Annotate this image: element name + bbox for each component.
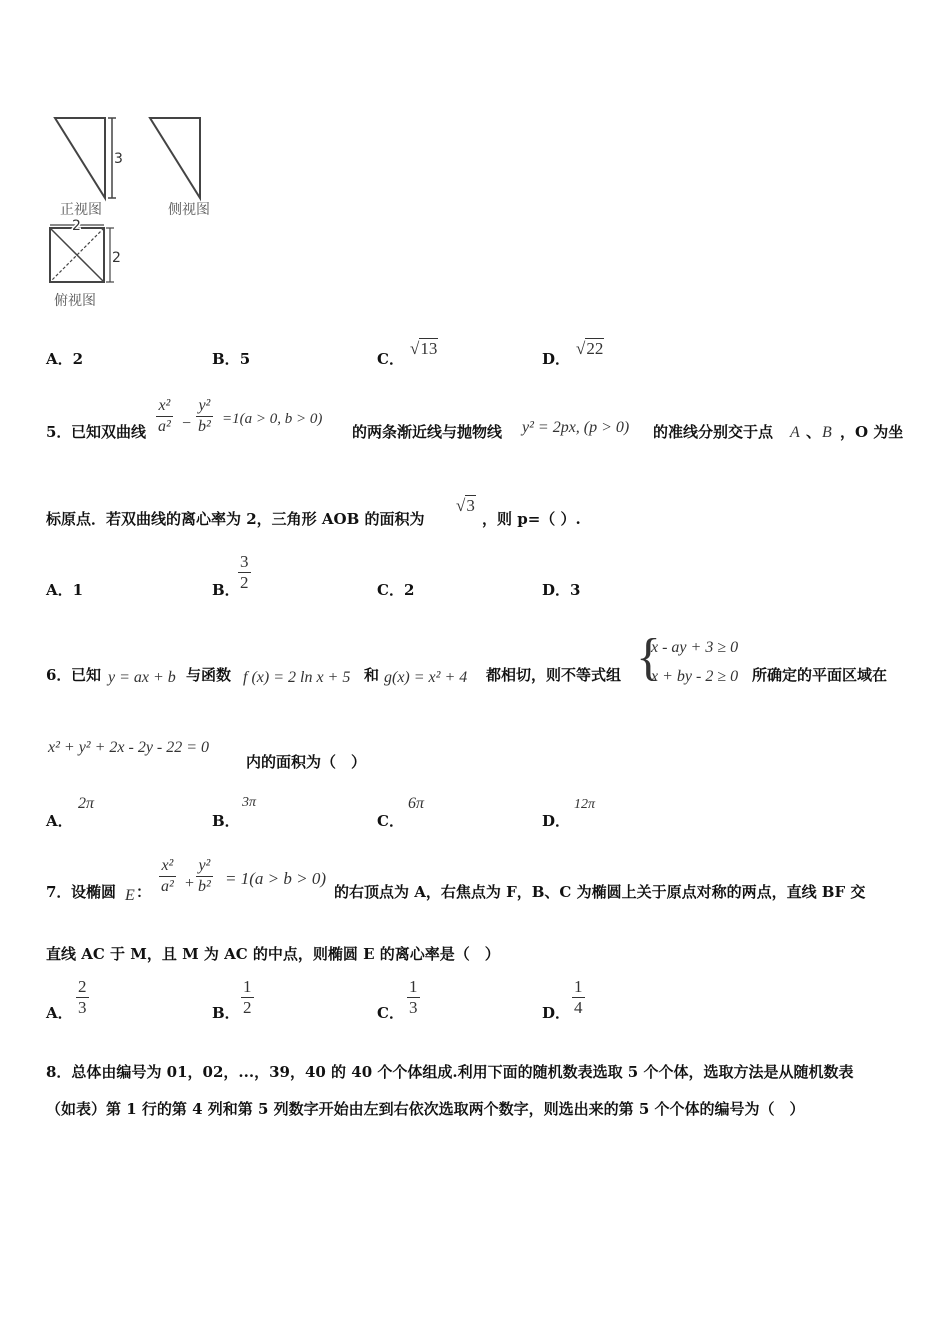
q6-text-5: 所确定的平面区域在 xyxy=(752,666,888,684)
q6-system-line-1: x - ay + 3 ≥ 0 xyxy=(651,639,739,656)
q7-plus: + xyxy=(185,875,195,892)
q6-system-brace: { xyxy=(636,629,661,686)
three-view-figure xyxy=(40,110,240,315)
q5-line-2b: ，则 p=（ ）. xyxy=(482,510,581,528)
q5-line-2a: 标原点．若双曲线的离心率为 2，三角形 AOB 的面积为 xyxy=(46,510,425,528)
q6-line-equation: y = ax + b xyxy=(108,669,176,686)
side-view-label: 侧视图 xyxy=(168,202,210,218)
q7-fraction-x: $\frac{\text{x²}}{\text{a²}}$ xyxy=(161,857,174,895)
q6-circle-equation: x² + y² + 2x - 2y - 22 = 0 xyxy=(48,739,210,756)
q5-area-value: √3 xyxy=(456,496,475,515)
q5-text-5: ，O 为坐 xyxy=(840,423,904,441)
q6-option-c: C． xyxy=(377,812,404,830)
q6-option-d-value: 12π xyxy=(574,797,596,812)
q5-text-4: 、 xyxy=(806,423,822,441)
q5-text-3: 的准线分别交于点 xyxy=(653,423,774,441)
q6-option-b-value: 3π xyxy=(242,795,257,810)
q6-option-d: D． xyxy=(542,812,571,830)
q5-fraction-x: $\frac{\text{x²}}{\text{a²}}$ xyxy=(158,397,171,435)
q7-fraction-y: $\frac{\text{y²}}{\text{b²}}$ xyxy=(198,857,211,895)
q7-colon: ： xyxy=(136,883,152,901)
q6-text-1: 已知 xyxy=(71,666,102,684)
dim-depth: 2 xyxy=(112,250,121,266)
q6-option-a: A． xyxy=(46,812,73,830)
top-view-label: 俯视图 xyxy=(54,293,96,309)
q6-text-3: 和 xyxy=(364,666,380,684)
q7-option-a: A． xyxy=(46,1004,73,1022)
q7-option-b-value: $\frac{1}{2}$ xyxy=(243,977,252,1017)
q5-point-b: B xyxy=(822,424,832,441)
q7-option-d: D． xyxy=(542,1004,571,1022)
q7-ellipse-name: E xyxy=(125,887,135,904)
q5-point-a: A xyxy=(790,424,800,441)
dim-height: 3 xyxy=(114,151,123,167)
q5-fraction-y: $\frac{\text{y²}}{\text{b²}}$ xyxy=(198,397,211,435)
q7-number: 7． xyxy=(46,883,72,901)
q5-option-c: C．2 xyxy=(377,581,415,599)
q6-system-line-2: x + by - 2 ≥ 0 xyxy=(651,668,739,685)
q6-text-6: 内的面积为（ ） xyxy=(246,753,367,771)
q7-line-2: 直线 AC 于 M，且 M 为 AC 的中点，则椭圆 E 的离心率是（ ） xyxy=(46,945,500,963)
q6-text-2: 与函数 xyxy=(186,666,232,684)
q7-text-1: 设椭圆 xyxy=(71,883,117,901)
q4-option-d-value: √22 xyxy=(576,339,604,358)
dim-width: 2 xyxy=(72,218,81,234)
q4-option-d: D． xyxy=(542,350,571,368)
side-view-shape xyxy=(150,118,200,198)
front-view-label: 正视图 xyxy=(60,202,102,218)
q5-option-d: D．3 xyxy=(542,581,581,599)
q5-number: 5． xyxy=(46,423,72,441)
q7-option-d-value: $\frac{1}{4}$ xyxy=(574,977,583,1017)
q4-option-c-value: √13 xyxy=(410,339,438,358)
q5-option-b: B． xyxy=(212,581,240,599)
q7-option-b: B． xyxy=(212,1004,240,1022)
q6-option-b: B． xyxy=(212,812,240,830)
q6-option-a-value: 2π xyxy=(78,795,95,812)
q7-option-a-value: $\frac{2}{3}$ xyxy=(78,977,87,1017)
q5-option-a: A．1 xyxy=(46,581,84,599)
q5-text-1: 已知双曲线 xyxy=(71,423,147,441)
q8-line-1: 8．总体由编号为 01，02，...，39，40 的 40 个个体组成.利用下面的随机数表选取 5 个个体，选取方法是从随机数表 xyxy=(46,1063,854,1081)
q5-option-b-value: $\frac{3}{2}$ xyxy=(240,552,249,592)
q6-option-c-value: 6π xyxy=(408,795,425,812)
front-view-shape xyxy=(55,118,105,198)
q5-minus: − xyxy=(182,415,192,432)
q6-number: 6． xyxy=(46,666,72,684)
q8-line-2: （如表）第 1 行的第 4 列和第 5 列数字开始由左到右依次选取两个数字，则选出来的第 5 个个体的编号为（ ） xyxy=(46,1100,805,1118)
q5-text-2: 的两条渐近线与抛物线 xyxy=(352,423,503,441)
q6-text-4: 都相切，则不等式组 xyxy=(486,666,622,684)
q4-option-b: B．5 xyxy=(212,350,251,368)
q6-g-equation: g(x) = x² + 4 xyxy=(384,669,468,686)
q7-text-2: 的右顶点为 A，右焦点为 F，B、C 为椭圆上关于原点对称的两点，直线 BF 交 xyxy=(334,883,866,901)
q7-condition: = 1(a > b > 0) xyxy=(225,869,326,888)
q6-f-equation: f (x) = 2 ln x + 5 xyxy=(243,669,351,686)
q4-option-c: C． xyxy=(377,350,404,368)
q5-parabola: y² = 2px, (p > 0) xyxy=(522,419,630,436)
q7-option-c-value: $\frac{1}{3}$ xyxy=(409,977,418,1017)
q5-condition: =1(a > 0, b > 0) xyxy=(222,411,323,427)
q7-option-c: C． xyxy=(377,1004,404,1022)
q4-option-a: A．2 xyxy=(46,350,84,368)
